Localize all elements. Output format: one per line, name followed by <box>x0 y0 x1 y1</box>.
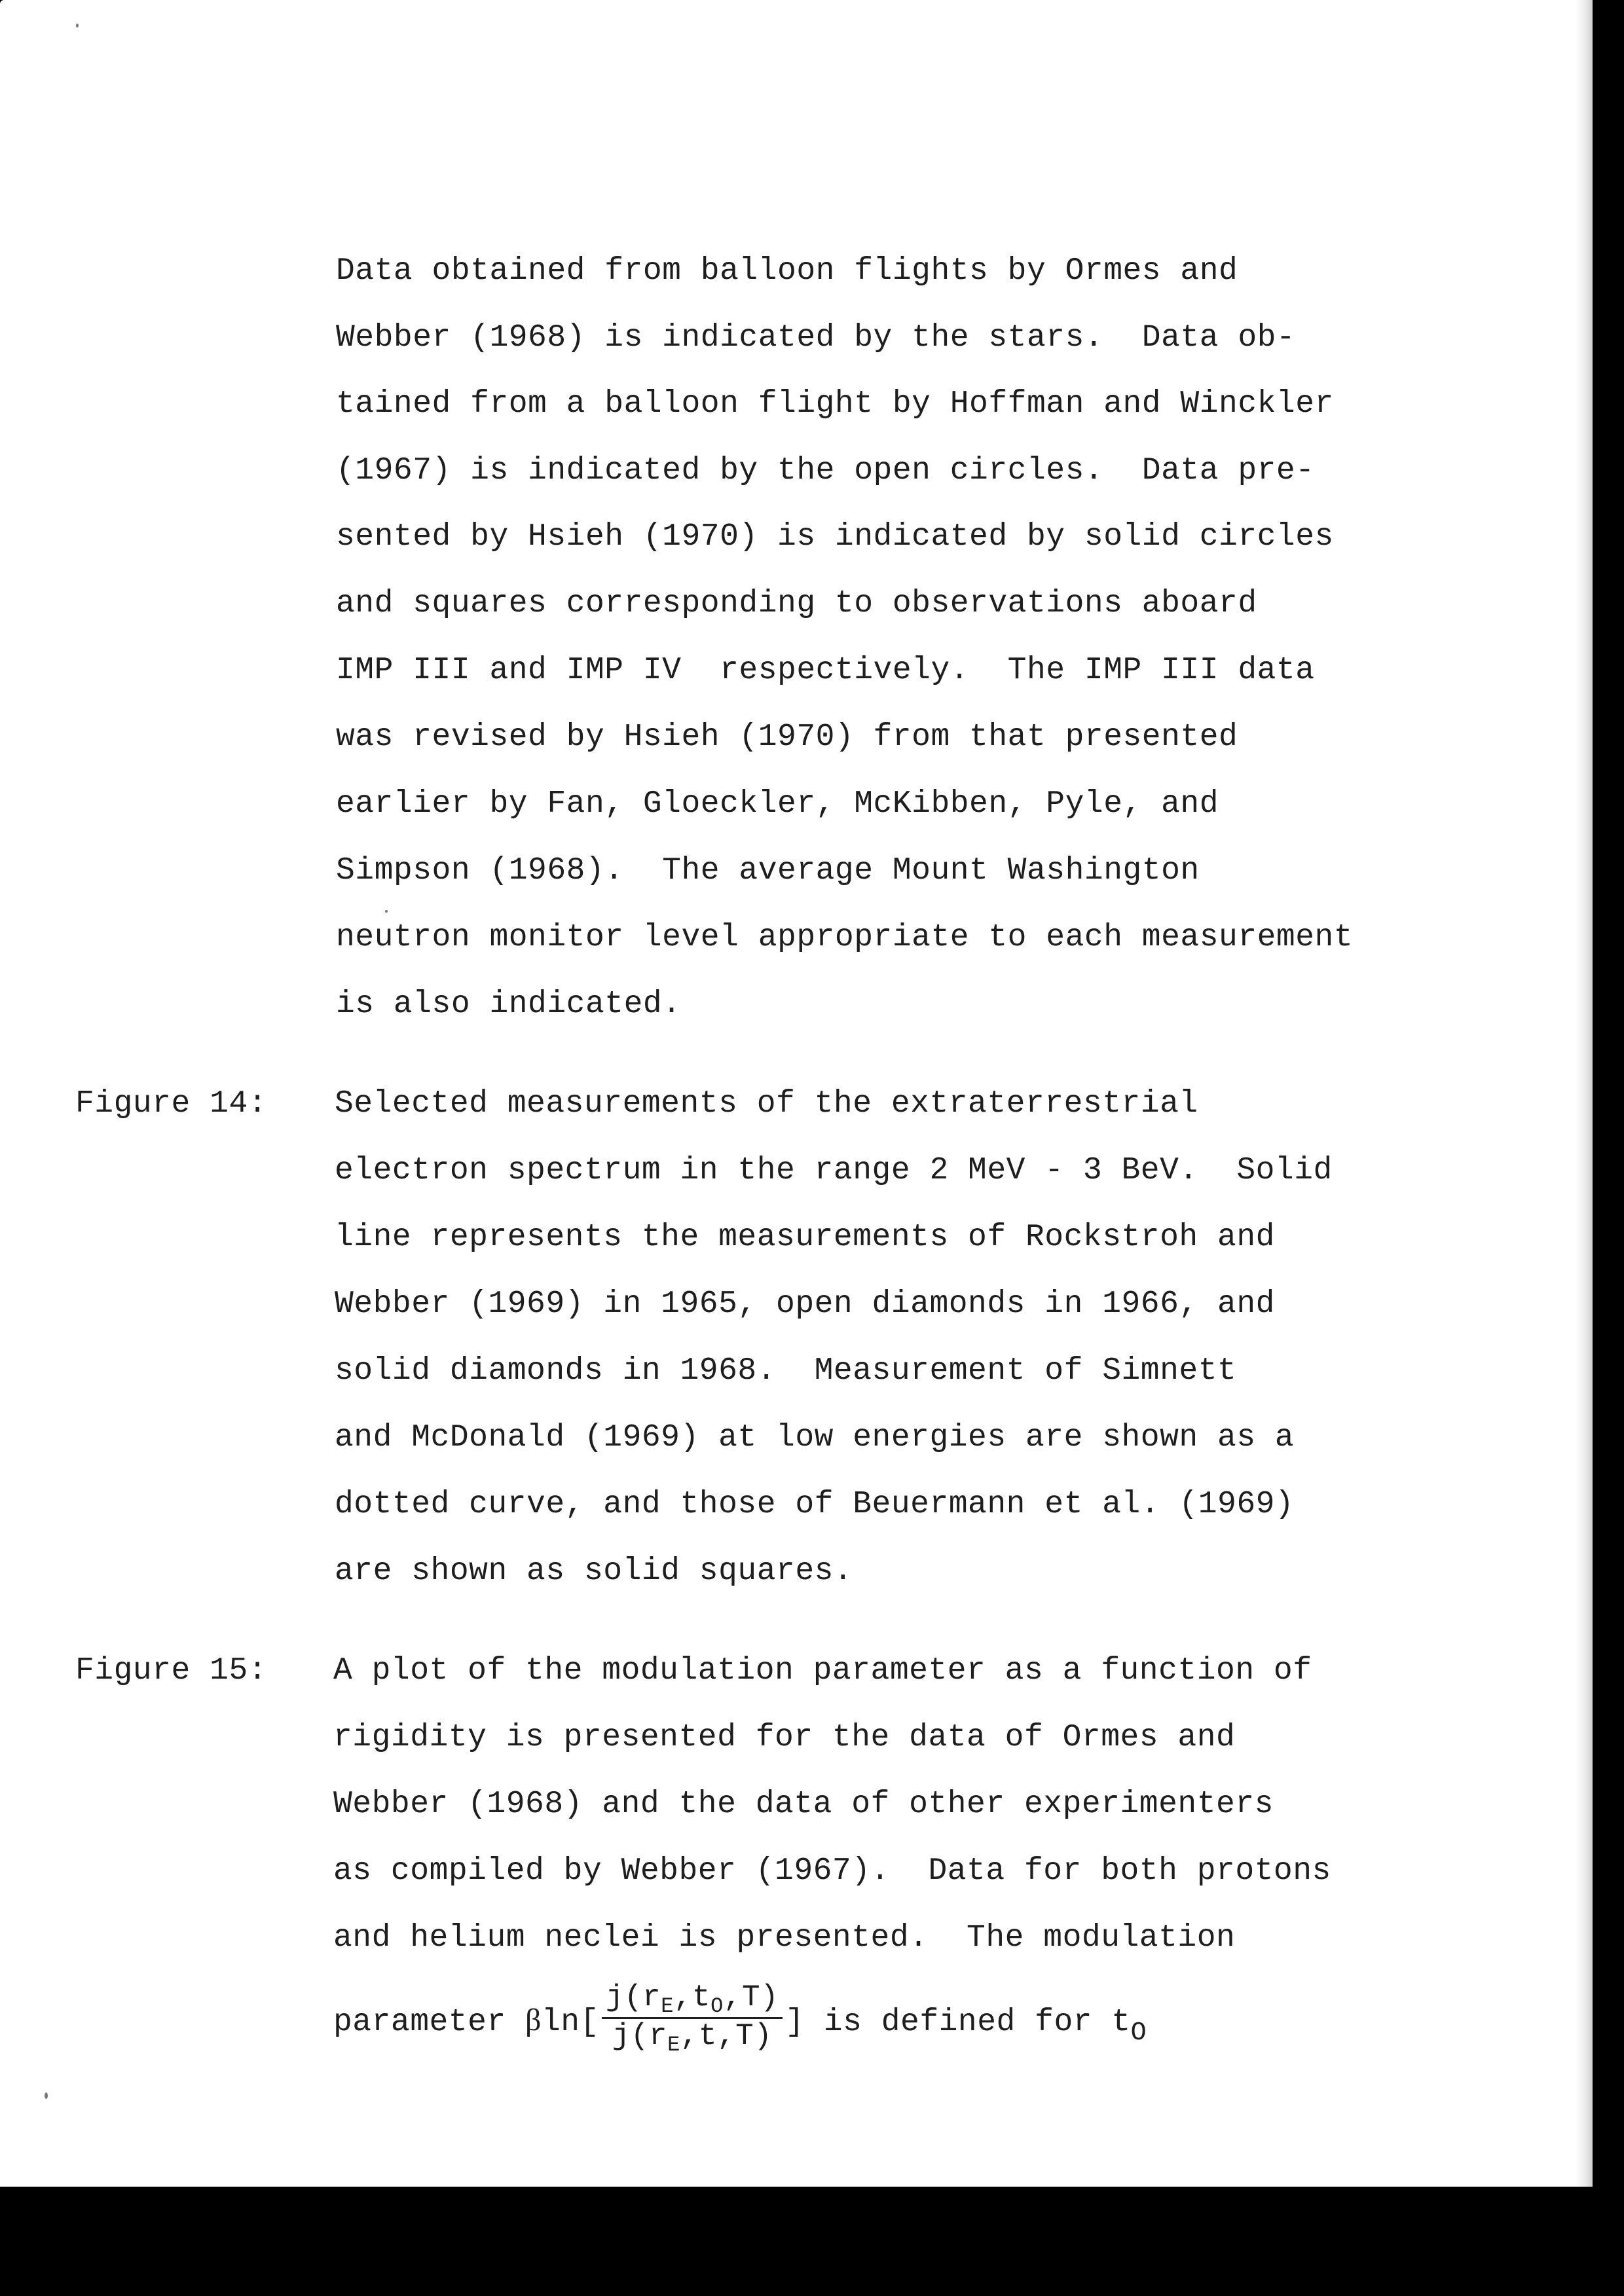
numerator-subscript: E <box>661 1994 674 2018</box>
formula-suffix: is defined for t <box>804 2005 1131 2041</box>
t-subscript: O <box>1130 2018 1147 2049</box>
text-line: and McDonald (1969) at low energies are shown as a <box>335 1420 1295 1455</box>
text-line: Data obtained from balloon flights by Ormes and <box>336 253 1238 289</box>
text-line: Selected measurements of the extraterrestrial <box>335 1086 1198 1121</box>
text-line: IMP III and IMP IV respectively. The IMP III data <box>336 653 1315 688</box>
text-line: earlier by Fan, Gloeckler, McKibben, Pyle, and <box>336 786 1219 822</box>
denominator-part: ,t,T) <box>680 2019 773 2053</box>
numerator-part: ,t <box>673 1980 711 2014</box>
numerator-subscript: O <box>710 1994 724 2018</box>
ln-function: ln <box>541 2005 580 2041</box>
text-line: Simpson (1968). The average Mount Washington <box>336 853 1200 888</box>
denominator-part: j(r <box>612 2019 668 2053</box>
text-line: dotted curve, and those of Beuermann et al. (1969) <box>335 1487 1295 1522</box>
text-line: sented by Hsieh (1970) is indicated by solid circles <box>336 519 1334 555</box>
figure-14-label: Figure 14: <box>75 1086 268 1121</box>
text-line: neutron monitor level appropriate to each measurement <box>336 920 1354 955</box>
text-line: solid diamonds in 1968. Measurement of Simnett <box>335 1353 1237 1389</box>
text-line: A plot of the modulation parameter as a function of <box>333 1653 1312 1688</box>
text-line: Webber (1968) and the data of other experimenters <box>333 1787 1274 1822</box>
text-line: rigidity is presented for the data of Ormes and <box>333 1720 1236 1755</box>
close-bracket: ] <box>785 2005 805 2041</box>
fraction-denominator <box>602 2019 783 2057</box>
text-line: as compiled by Webber (1967). Data for both protons <box>333 1853 1331 1889</box>
fraction-numerator <box>602 1982 783 2019</box>
text-line: was revised by Hsieh (1970) from that presented <box>336 720 1238 755</box>
text-line: Webber (1969) in 1965, open diamonds in 1966, and <box>335 1286 1275 1322</box>
text-line: tained from a balloon flight by Hoffman and Winckler <box>336 386 1334 422</box>
text-line: is also indicated. <box>336 987 682 1022</box>
formula-prefix: parameter <box>333 2005 526 2041</box>
figure-15-label: Figure 15: <box>75 1653 268 1688</box>
text-line: are shown as solid squares. <box>335 1554 853 1589</box>
text-line: and squares corresponding to observations aboard <box>336 586 1257 621</box>
numerator-part: ,T) <box>723 1980 779 2014</box>
beta-symbol: β <box>525 2003 542 2038</box>
numerator-part: j(r <box>605 1980 661 2014</box>
text-line: and helium neclei is presented. The modulation <box>333 1920 1236 1956</box>
formula-line <box>333 1980 1147 2057</box>
paper-edge-shadow <box>1576 0 1593 2187</box>
denominator-subscript: E <box>667 2033 680 2057</box>
ratio-fraction <box>602 1980 783 2057</box>
text-line: line represents the measurements of Rockstroh and <box>335 1220 1275 1255</box>
text-line: Webber (1968) is indicated by the stars. Data ob- <box>336 320 1296 355</box>
open-bracket: [ <box>580 2005 599 2041</box>
text-line: (1967) is indicated by the open circles. Data pre- <box>336 453 1315 488</box>
text-line: electron spectrum in the range 2 MeV - 3 BeV. Solid <box>335 1153 1333 1188</box>
